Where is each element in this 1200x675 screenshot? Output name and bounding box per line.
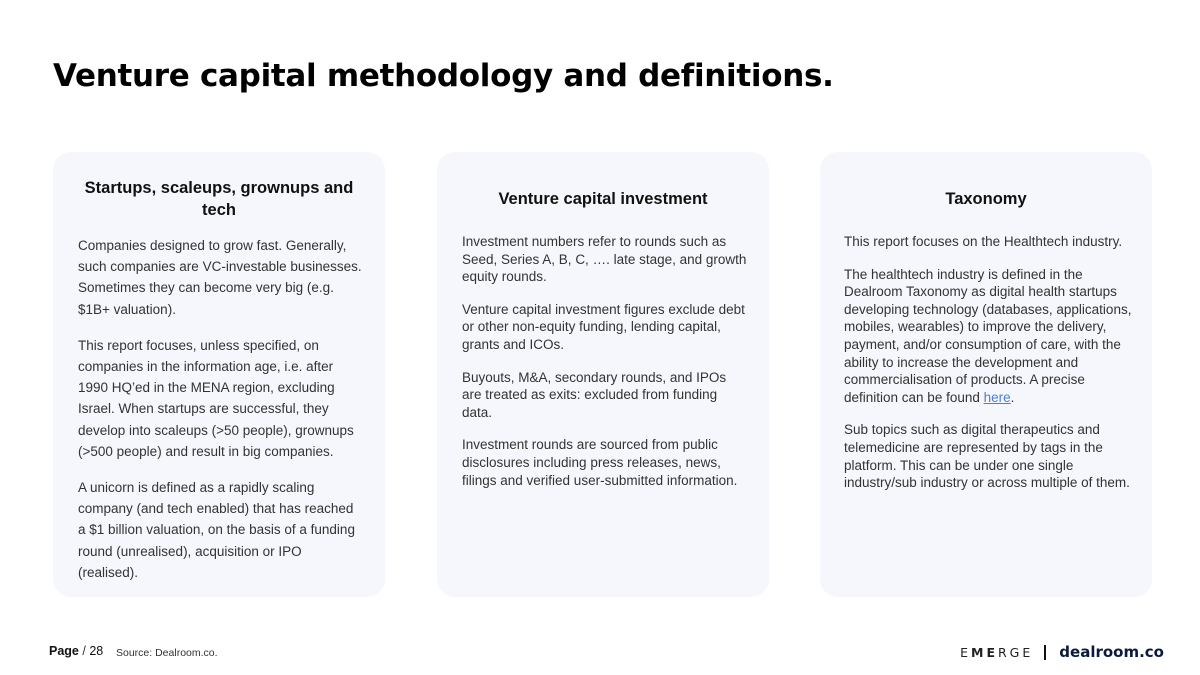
paragraph: Investment numbers refer to rounds such as Seed, Series A, B, C, …. late stage, and growth equity rounds.	[462, 234, 747, 285]
card-startups	[53, 152, 385, 597]
definition-text: The healthtech industry is defined in the Dealroom Taxonomy as digital health startups developing technology (databases, applications, mobiles, wearables) to improve the delivery, payment, and/or consumption of care, with the ability to increase the development and commercialisation of products. A precise definition can be found	[844, 266, 1132, 405]
card-body	[844, 233, 1140, 507]
paragraph: Sub topics such as digital therapeutics and telemedicine are represented by tags in the platform. This can be under one single industry/sub industry or across multiple of them.	[844, 422, 1130, 491]
logo-divider	[1044, 645, 1046, 660]
card-title: Startups, scaleups, grownups and tech	[84, 179, 354, 219]
paragraph: This report focuses, unless specified, on companies in the information age, i.e. after 1990 HQ’ed in the MENA region, excluding Israel. When startups are successful, they develop into scaleups (>50 people), grownups (>500 people) and result in big companies.	[78, 337, 354, 459]
page-number	[49, 644, 103, 658]
paragraph: This report focuses on the Healthtech industry.	[844, 234, 1123, 249]
paragraph: Buyouts, M&A, secondary rounds, and IPOs are treated as exits: excluded from funding data.	[462, 369, 727, 420]
paragraph: Companies designed to grow fast. Generally, such companies are VC-investable businesses. Sometimes they can become very big (e.g. $1B+ valuation).	[78, 238, 362, 317]
card-body	[462, 233, 747, 504]
dealroom-logo: dealroom.co	[1059, 643, 1164, 661]
page-label: Page	[49, 644, 79, 658]
card-vc-investment	[437, 152, 769, 597]
definition-paragraph	[844, 266, 1140, 407]
brand-logos	[960, 641, 1164, 663]
card-body	[78, 235, 363, 598]
source-note: Source: Dealroom.co.	[116, 647, 218, 659]
paragraph: A unicorn is defined as a rapidly scaling company (and tech enabled) that has reached a $1 billion valuation, on the basis of a funding round (unrealised), acquisition or IPO (realised).	[78, 480, 355, 580]
card-title: Venture capital investment	[498, 190, 708, 208]
paragraph: Venture capital investment figures exclude debt or other non-equity funding, lending capital, grants and ICOs.	[462, 301, 745, 352]
card-taxonomy	[820, 152, 1152, 597]
paragraph: Investment rounds are sourced from public disclosures including press releases, news, filings and verified user-submitted information.	[462, 437, 738, 488]
definition-link[interactable]: here	[983, 389, 1011, 405]
page-number-value: 28	[89, 644, 104, 658]
definition-end: .	[1010, 389, 1015, 405]
page-title: Venture capital methodology and definitions.	[53, 58, 834, 94]
page-separator: /	[78, 644, 90, 658]
card-title: Taxonomy	[945, 190, 1027, 208]
emerge-logo: EMERGE	[960, 644, 1034, 660]
